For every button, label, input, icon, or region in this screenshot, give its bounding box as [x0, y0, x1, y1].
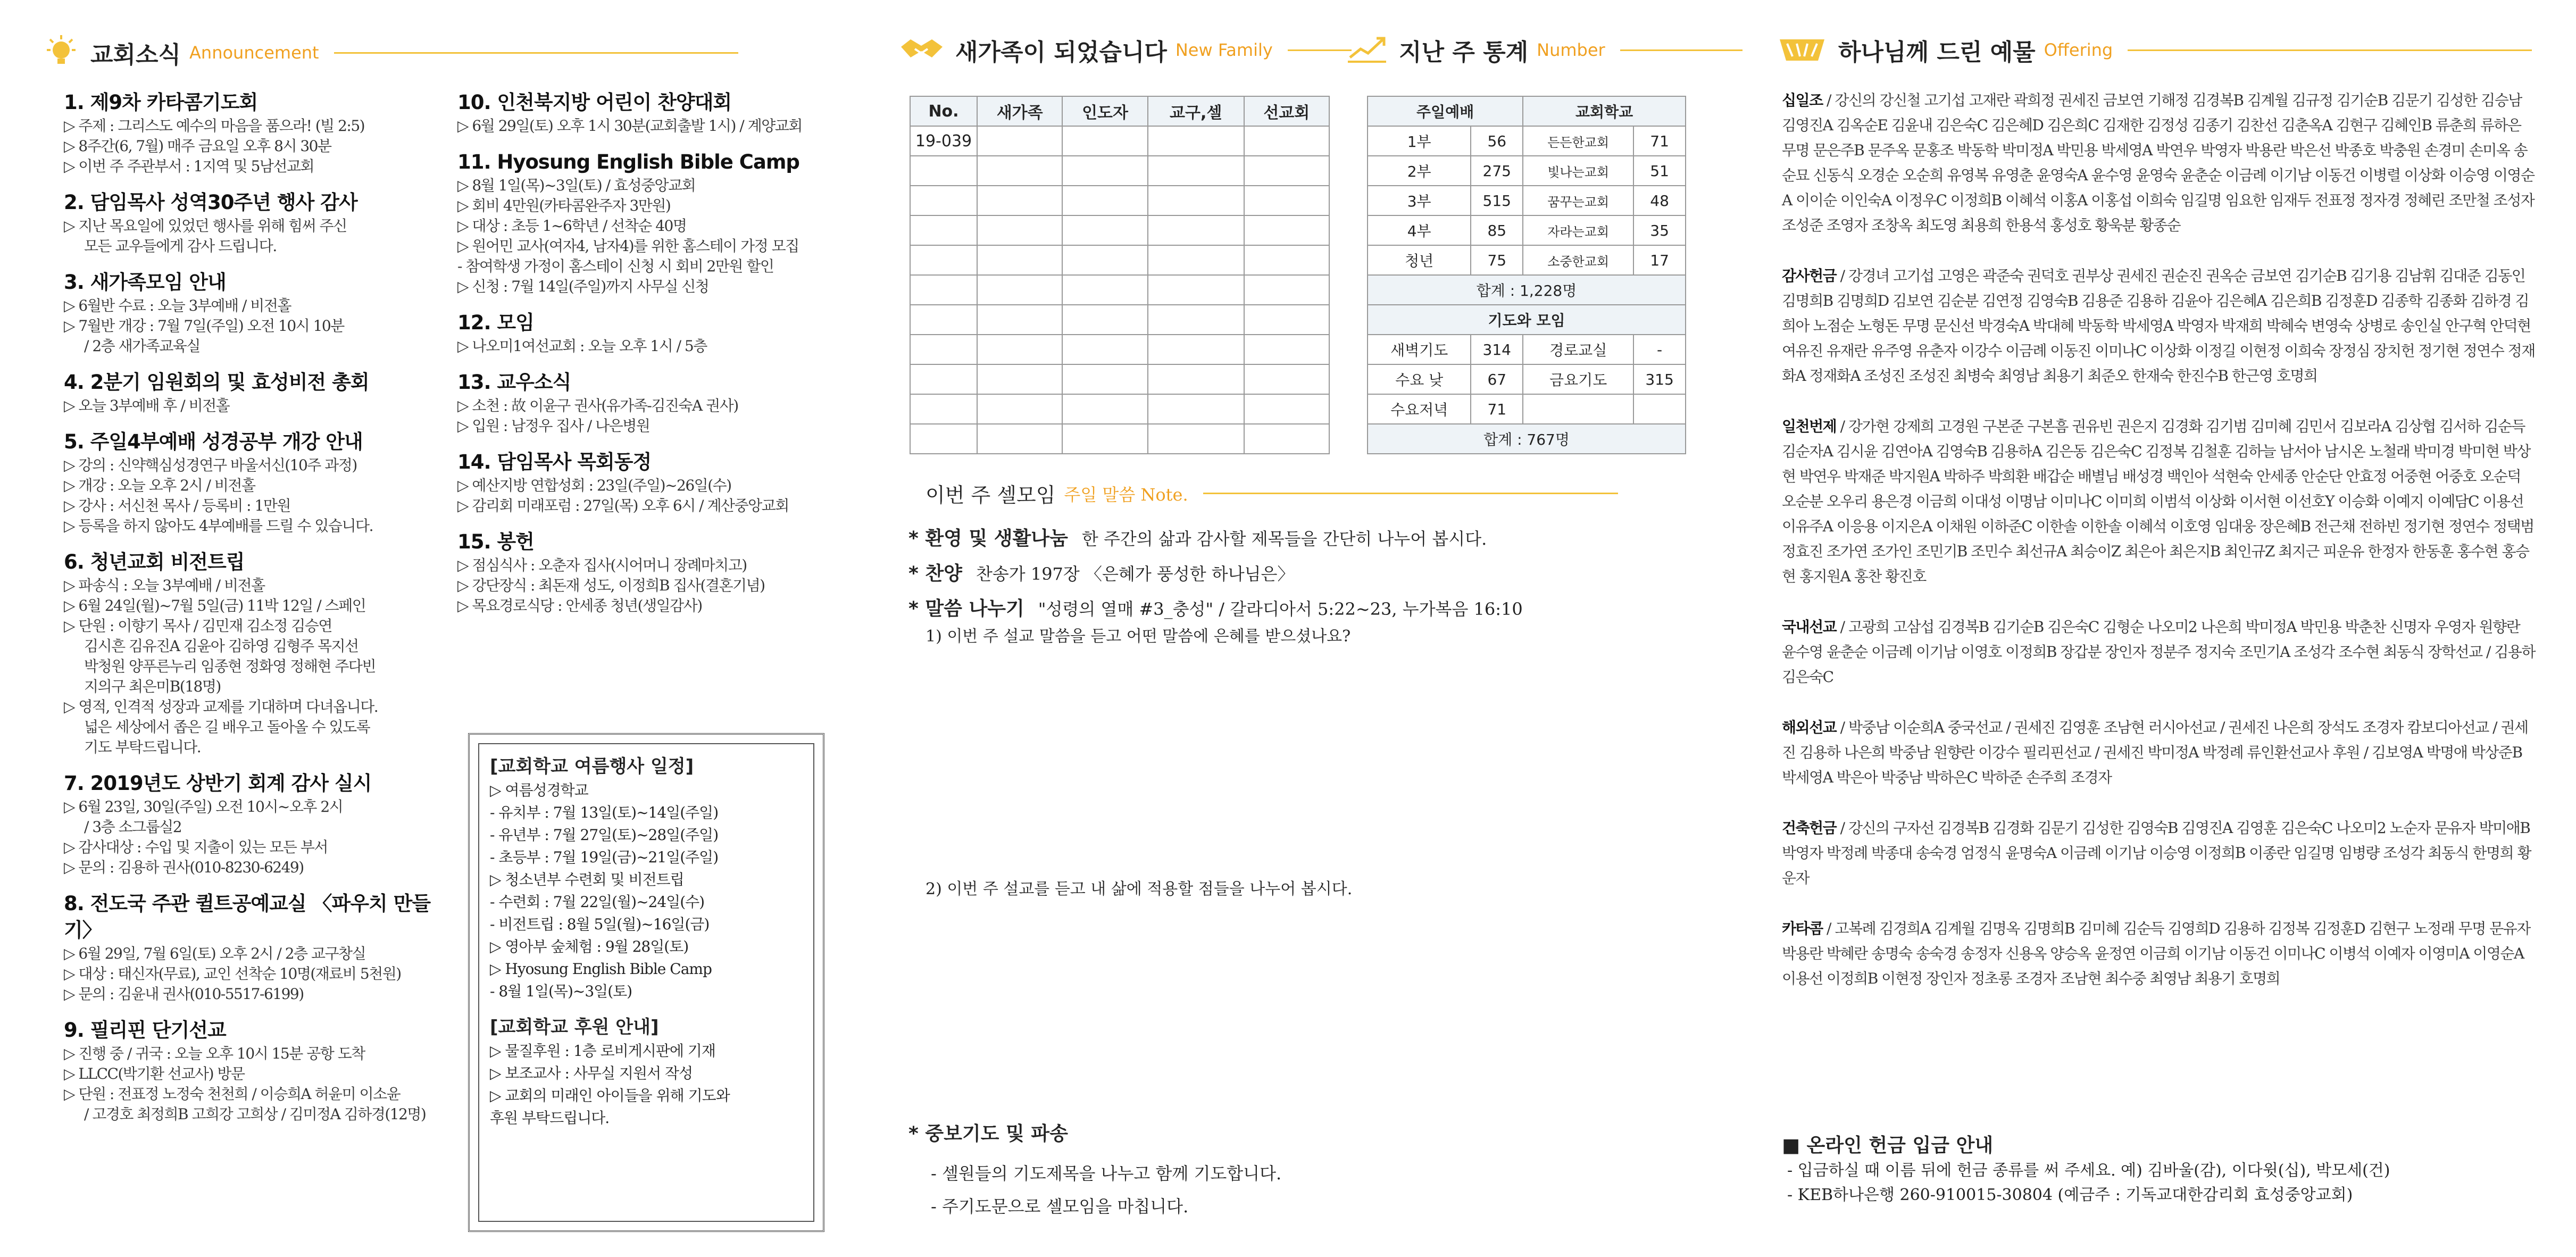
announcement-item	[64, 890, 447, 1004]
announcement-line: ▷ 감리회 미래포럼 : 27일(목) 오후 6시 / 계산중앙교회	[457, 497, 789, 514]
table-row	[910, 424, 1329, 454]
newfamily-cell	[977, 424, 1062, 454]
stats-cell: 4부	[1368, 215, 1471, 245]
prayer-header: 기도와 모임	[1368, 305, 1686, 335]
announcement-item	[64, 1017, 447, 1125]
offering-basket-icon	[1777, 34, 1828, 66]
newfamily-title-en: New Family	[1175, 40, 1273, 60]
offering-label: 십일조	[1782, 91, 1823, 109]
cell-item-label: * 환영 및 생활나눔	[908, 528, 1068, 550]
prayer-cell	[1523, 394, 1633, 424]
announcement-line: ▷ LLCC(박기환 선교사) 방문	[64, 1065, 245, 1083]
cell-item	[908, 521, 1696, 556]
offering-section	[1766, 0, 2553, 1257]
newfamily-cell	[910, 156, 977, 186]
newfamily-cell	[1148, 215, 1244, 245]
announcement-item-title: 13. 교우소식	[457, 371, 571, 394]
newfamily-cell	[1244, 156, 1329, 186]
table-row	[910, 245, 1329, 275]
prayer-cell	[1633, 394, 1686, 424]
announcement-item	[457, 310, 840, 356]
middle-section	[883, 0, 1713, 1257]
prayer-line: - 주기도문으로 셀모임을 마칩니다.	[931, 1196, 1189, 1217]
announcement-section	[0, 0, 862, 1257]
stats-cell: 35	[1633, 215, 1686, 245]
schedule-line: ▷ 교회의 미래인 아이들을 위해 기도와	[490, 1087, 730, 1104]
stats-cell: 17	[1633, 245, 1686, 275]
offering-block	[1782, 263, 2537, 388]
offering-label: 카타콤	[1782, 920, 1823, 937]
support-list	[490, 1040, 803, 1129]
announcement-item	[457, 449, 840, 516]
newfamily-cell	[977, 156, 1062, 186]
announcement-line: ▷ 6월 23일, 30일(주일) 오전 10시~오후 2시	[64, 798, 343, 815]
offering-label: 일천번제	[1782, 418, 1837, 435]
cell-item-text: 찬송가 197장 〈은혜가 풍성한 하나님은〉	[976, 564, 1295, 584]
announcement-item	[64, 369, 447, 416]
announcement-list-left	[64, 89, 447, 1137]
announcement-line: ▷ 8주간(6, 7월) 매주 금요일 오후 8시 30분	[64, 137, 331, 155]
table-row	[1368, 394, 1686, 424]
stats-title: 지난 주 통계	[1399, 39, 1529, 66]
announcement-line: ▷ 대상 : 태신자(무료), 교인 선착순 10명(재료비 5천원)	[64, 965, 401, 983]
online-title: ■ 온라인 헌금 입금 안내	[1782, 1135, 1994, 1156]
schedule-line: 후원 부탁드립니다.	[490, 1109, 610, 1127]
table-row	[1368, 245, 1686, 275]
cell-item-label: * 말씀 나누기	[908, 598, 1024, 620]
summer-schedule-title: [교회학교 여름행사 일정]	[490, 756, 694, 777]
announcement-line: ▷ 입원 : 남정우 집사 / 나은병원	[457, 417, 650, 435]
church-school-box	[468, 733, 824, 1232]
newfamily-cell	[910, 186, 977, 215]
stats-total: 합계 : 1,228명	[1368, 275, 1686, 305]
schedule-line: ▷ 여름성경학교	[490, 781, 588, 799]
schedule-line: - 수련회 : 7월 22일(월)~24일(수)	[490, 893, 705, 911]
announcement-line: 기도 부탁드립니다.	[84, 738, 201, 756]
newfamily-cell	[1062, 364, 1147, 394]
table-row	[1368, 305, 1686, 335]
newfamily-cell	[1244, 305, 1329, 335]
newfamily-cell	[1148, 364, 1244, 394]
offering-label: 감사헌금	[1782, 267, 1837, 285]
offering-text	[1782, 263, 2537, 388]
stats-cell: 청년	[1368, 245, 1471, 275]
stats-cell: 56	[1471, 126, 1523, 156]
cell-items	[908, 521, 1696, 627]
announcement-item	[64, 549, 447, 757]
prayer-cell: 금요기도	[1523, 364, 1633, 394]
newfamily-cell	[977, 305, 1062, 335]
stats-total: 합계 : 767명	[1368, 424, 1686, 454]
announcement-item-title: 7. 2019년도 상반기 회계 감사 실시	[64, 772, 372, 795]
table-row	[910, 364, 1329, 394]
announcement-line: ▷ 6월반 수료 : 오늘 3부예배 / 비전홀	[64, 297, 291, 314]
newfamily-cell	[910, 424, 977, 454]
newfamily-cell	[1148, 186, 1244, 215]
offering-names: / 강신의 구자선 김경복B 김경화 김문기 김성한 김영숙B 김영진A 김영훈 김은숙C 나오미2 노순자 문유자 박미애B 박영자 박정례 박종대 송숙경 엄정식 윤명숙A 이금례 이기남 이승영 이정희B 이종란 임길명 임병량 조성각 최동식 한명희 황운자	[1782, 819, 2531, 887]
newfamily-header	[899, 33, 1352, 67]
prayer-label	[908, 1122, 1068, 1147]
announcement-item-title: 9. 필리핀 단기선교	[64, 1019, 226, 1042]
newfamily-cell	[977, 126, 1062, 156]
announcement-line: ▷ 나오미1여선교회 : 오늘 오후 1시 / 5층	[457, 337, 707, 355]
newfamily-cell	[1062, 156, 1147, 186]
newfamily-cell	[1244, 186, 1329, 215]
newfamily-cell	[1148, 245, 1244, 275]
announcement-line: ▷ 예산지방 연합성회 : 23일(주일)~26일(수)	[457, 477, 731, 494]
header-rule	[1203, 493, 1618, 494]
online-line: - KEB하나은행 260-910015-30804 (예금주 : 기독교대한감리회 효성중앙교회)	[1787, 1186, 2353, 1204]
prayer-cell: -	[1633, 335, 1686, 364]
newfamily-col-header: 선교회	[1244, 96, 1329, 126]
table-row	[910, 215, 1329, 245]
newfamily-table	[910, 96, 1330, 454]
newfamily-cell	[1244, 335, 1329, 364]
offering-block	[1782, 614, 2537, 689]
cell-item-label: * 찬양	[908, 563, 962, 585]
newfamily-col-header: No.	[910, 96, 977, 126]
newfamily-cell	[977, 364, 1062, 394]
announcement-line: ▷ 영적, 인격적 성장과 교제를 기대하며 다녀옵니다.	[64, 698, 378, 715]
announcement-item-title: 10. 인천북지방 어린이 찬양대회	[457, 91, 732, 114]
stats-cell: 51	[1633, 156, 1686, 186]
newfamily-cell	[1062, 394, 1147, 424]
announcement-item-title: 5. 주일4부예배 성경공부 개강 안내	[64, 430, 363, 453]
announcement-line: ▷ 감사대상 : 수입 및 지출이 있는 모든 부서	[64, 838, 328, 856]
prayer-lines	[931, 1157, 1281, 1223]
offering-names: / 강경녀 고기섭 고영은 곽준숙 권덕호 권부상 권세진 권순진 권옥순 금보연 김기순B 김기용 김남휘 김대준 김동인 김명희B 김명희D 김보연 김순분 김연정 김영숙B 김용준 김용하 김윤아 김은혜A 김은희B 김정훈D 김종학 김종화 김하경 김희아 노점순 노형돈 무명 문신선 박경숙A 박대혜 박동학 박세영A 박영자 박재희 박혜숙 변영숙 상병로 송인실 안구혁 안덕현 여유진 유재란 유주영 유춘자 이강수 이금례 이동진 이미나C 이상화 이정길 이현정 이희숙 장정심 장치헌 정기현 정연수 정재화A 정재화A 조성진 조성진 최병숙 최영남 최용기 최준오 한재숙 한진수B 한근영 호명희	[1782, 267, 2535, 385]
table-row	[1368, 126, 1686, 156]
announcement-line: ▷ 오늘 3부예배 후 / 비전홀	[64, 397, 230, 414]
newfamily-cell	[1062, 424, 1147, 454]
stats-cell: 빛나는교회	[1523, 156, 1633, 186]
newfamily-cell	[1062, 245, 1147, 275]
announcement-line: ▷ 소천 : 故 이윤구 권사(유가족-김진숙A 권사)	[457, 397, 738, 414]
announcement-item	[64, 89, 447, 177]
table-row	[910, 275, 1329, 305]
offering-block	[1782, 715, 2537, 790]
offering-header	[1777, 33, 2532, 67]
summer-schedule-list	[490, 779, 803, 1003]
newfamily-cell	[910, 305, 977, 335]
newfamily-cell	[1244, 364, 1329, 394]
offering-list	[1782, 88, 2537, 1017]
announcement-line: ▷ 6월 24일(월)~7월 5일(금) 11박 12일 / 스페인	[64, 597, 366, 614]
cell-title-en: 주일 말씀 Note.	[1064, 484, 1188, 505]
prayer-cell: 새벽기도	[1368, 335, 1471, 364]
prayer-line: - 셀원들의 기도제목을 나누고 함께 기도합니다.	[931, 1163, 1282, 1184]
table-row	[910, 156, 1329, 186]
question-1: 1) 이번 주 설교 말씀을 듣고 어떤 말씀에 은혜를 받으셨나요?	[926, 627, 1351, 646]
announcement-line: ▷ 문의 : 김용하 권사(010-8230-6249)	[64, 859, 304, 876]
announcement-item-title: 15. 봉헌	[457, 530, 534, 553]
newfamily-cell	[977, 215, 1062, 245]
table-row	[910, 186, 1329, 215]
newfamily-col-header: 인도자	[1062, 96, 1147, 126]
announcement-title-en: Announcement	[189, 43, 319, 63]
table-row	[1368, 156, 1686, 186]
newfamily-cell	[977, 335, 1062, 364]
newfamily-cell	[910, 245, 977, 275]
newfamily-col-header: 교구,셀	[1148, 96, 1244, 126]
newfamily-cell	[1244, 126, 1329, 156]
stats-cell: 275	[1471, 156, 1523, 186]
newfamily-cell	[977, 275, 1062, 305]
prayer-cell: 314	[1471, 335, 1523, 364]
announcement-line: ▷ 7월반 개강 : 7월 7일(주일) 오전 10시 10분	[64, 317, 344, 335]
offering-text	[1782, 614, 2537, 689]
announcement-line: ▷ 목요경로식당 : 안세종 청년(생일감사)	[457, 597, 702, 614]
announcement-line: 김시흔 김유진A 김윤아 김하영 김형주 목지선	[84, 637, 359, 655]
offering-title-en: Offering	[2044, 40, 2113, 60]
offering-names: / 고광희 고삼섭 김경복B 김기순B 김은숙C 김형순 나오미2 나은희 박미정A 박민용 박춘찬 신명자 우영자 원향란 윤수영 윤춘순 이금례 이기남 이영호 이정희B 장갑분 장인자 정분주 정지숙 조민기A 조성각 조수현 최동식 장학선교 / 김용하 김은숙C	[1782, 618, 2535, 686]
stats-cell: 48	[1633, 186, 1686, 215]
table-row	[1368, 424, 1686, 454]
newfamily-cell	[1244, 394, 1329, 424]
announcement-item	[457, 149, 840, 297]
stats-cell: 71	[1633, 126, 1686, 156]
prayer-label-text: * 중보기도 및 파송	[908, 1123, 1068, 1145]
stats-cell: 85	[1471, 215, 1523, 245]
announcement-item-title: 2. 담임목사 성역30주년 행사 감사	[64, 191, 357, 214]
announcement-item-title: 12. 모임	[457, 311, 534, 334]
table-row	[1368, 364, 1686, 394]
offering-names: / 박중남 이순희A 중국선교 / 권세진 김영훈 조남현 러시아선교 / 권세진 나은희 장석도 조경자 캄보디아선교 / 권세진 김용하 나은희 박중남 원향란 이강수 필리핀선교 / 권세진 박미정A 박정례 류인환선교사 후원 / 김보영A 박명애 박상준B 박세영A 박은아 박중남 박하은C 박하준 손주희 조경자	[1782, 719, 2528, 786]
schedule-line: - 8월 1일(목)~3일(토)	[490, 983, 632, 1000]
newfamily-cell	[1148, 335, 1244, 364]
newfamily-title: 새가족이 되었습니다	[955, 39, 1167, 66]
prayer-cell: 수요 낮	[1368, 364, 1471, 394]
announcement-line: ▷ 이번 주 주관부서 : 1지역 및 5남선교회	[64, 157, 314, 175]
newfamily-cell	[1062, 305, 1147, 335]
newfamily-cell: 19-039	[910, 126, 977, 156]
newfamily-col-header: 새가족	[977, 96, 1062, 126]
announcement-item-title: 6. 청년교회 비전트립	[64, 551, 245, 573]
offering-label: 건축헌금	[1782, 819, 1837, 837]
announcement-line: ▷ 강단장식 : 최돈재 성도, 이정희B 집사(결혼기념)	[457, 577, 765, 594]
stats-cell: 든든한교회	[1523, 126, 1633, 156]
announcement-item	[64, 429, 447, 536]
header-rule	[1288, 49, 1352, 51]
announcement-line: / 3층 소그룹실2	[84, 818, 182, 836]
offering-block	[1782, 815, 2537, 890]
newfamily-cell	[1148, 275, 1244, 305]
announcement-header	[43, 33, 738, 72]
schedule-line: - 유년부 : 7월 27일(토)~28일(주일)	[490, 826, 719, 844]
announcement-line: ▷ 신청 : 7월 14일(주일)까지 사무실 신청	[457, 278, 709, 295]
announcement-item	[457, 529, 840, 616]
offering-label: 국내선교	[1782, 618, 1837, 636]
announcement-list-right	[457, 89, 840, 629]
table-row	[910, 305, 1329, 335]
header-rule	[1620, 49, 1743, 51]
newfamily-cell	[1148, 126, 1244, 156]
announcement-item-title: 4. 2분기 임원회의 및 효성비전 총회	[64, 371, 369, 394]
schedule-line: - 초등부 : 7월 19일(금)~21일(주일)	[490, 848, 719, 866]
table-row	[1368, 275, 1686, 305]
offering-names: / 강신의 강신철 고기섭 고재란 곽희정 권세진 금보연 기해정 김경복B 김계월 김규정 김기순B 김문기 김성한 김승남 김영진A 김옥순E 김윤내 김은숙C 김은혜D 김은희C 김재한 김정성 김종기 김찬선 김춘옥A 김현구 김혜인B 류춘희 류하은 무명 문은주B 문주옥 문홍조 박동학 박미정A 박민용 박세영A 박연우 박영자 박용란 박은선 박종호 박충원 손경미 손미옥 송순묘 신동식 오경순 오순희 유영복 유영춘 윤영숙A 윤수영 윤영숙 윤춘순 이금례 이기남 이동건 이병렬 이상화 이승영 이영순A 이이순 이인숙A 이정우C 이정희B 이혜석 이홍A 이홍섭 이희숙 임길명 임요한 임재두 전표정 정자경 정혜린 조만철 조성자 조성준 조영자 조창옥 최도영 최용희 한용석 홍성호 황욱분 황종순	[1782, 91, 2535, 234]
announcement-line: 지의구 최은미B(18명)	[84, 678, 221, 695]
announcement-line: ▷ 6월 29일, 7월 6일(토) 오후 2시 / 2층 교구창실	[64, 945, 366, 962]
schedule-line: ▷ 보조교사 : 사무실 지원서 작성	[490, 1064, 693, 1082]
announcement-line: - 참여학생 가정이 홈스테이 신청 시 회비 2만원 할인	[457, 257, 774, 275]
newfamily-cell	[1244, 245, 1329, 275]
announcement-item-title: 1. 제9차 카타콤기도회	[64, 91, 258, 114]
offering-block	[1782, 88, 2537, 238]
announcement-line: 박청원 양푸른누리 임종현 정화영 정해현 주다빈	[84, 657, 376, 675]
prayer-cell: 경로교실	[1523, 335, 1633, 364]
announcement-line: ▷ 단원 : 이향기 목사 / 김민재 김소정 김승연	[64, 617, 332, 635]
announcement-item-title: 11. Hyosung English Bible Camp	[457, 151, 799, 173]
table-row	[910, 394, 1329, 424]
cell-item	[908, 556, 1696, 592]
schedule-line: - 유치부 : 7월 13일(토)~14일(주일)	[490, 804, 719, 821]
online-offering	[1782, 1133, 2537, 1208]
school-header: 교회학교	[1523, 96, 1686, 126]
newfamily-cell	[1148, 394, 1244, 424]
stats-cell: 꿈꾸는교회	[1523, 186, 1633, 215]
support-title: [교회학교 후원 안내]	[490, 1017, 659, 1038]
announcement-item-title: 8. 전도국 주관 퀼트공예교실 〈파우치 만들기〉	[64, 892, 431, 942]
offering-text	[1782, 414, 2537, 589]
stats-cell: 515	[1471, 186, 1523, 215]
newfamily-cell	[1148, 424, 1244, 454]
announcement-line: ▷ 강의 : 신약핵심성경연구 바울서신(10주 과정)	[64, 456, 357, 474]
announcement-line: ▷ 점심식사 : 오춘자 집사(시어머니 장례마치고)	[457, 556, 747, 574]
newfamily-cell	[977, 186, 1062, 215]
online-lines	[1782, 1159, 2537, 1208]
offering-block	[1782, 414, 2537, 589]
handshake-icon	[899, 33, 945, 67]
worship-header: 주일예배	[1368, 96, 1523, 126]
header-rule	[2128, 49, 2532, 51]
newfamily-cell	[1244, 424, 1329, 454]
schedule-line: ▷ Hyosung English Bible Camp	[490, 960, 712, 978]
newfamily-cell	[910, 215, 977, 245]
newfamily-cell	[1244, 215, 1329, 245]
newfamily-cell	[1062, 215, 1147, 245]
announcement-item-title: 14. 담임목사 목회동정	[457, 451, 652, 473]
newfamily-cell	[1244, 275, 1329, 305]
schedule-line: ▷ 영아부 숲체험 : 9월 28일(토)	[490, 938, 689, 955]
announcement-line: ▷ 6월 29일(토) 오후 1시 30분(교회출발 1시) / 계양교회	[457, 117, 802, 135]
announcement-line: ▷ 등록을 하지 않아도 4부예배를 드릴 수 있습니다.	[64, 517, 373, 535]
announcement-line: ▷ 대상 : 초등 1~6학년 / 선착순 40명	[457, 217, 687, 235]
offering-names: / 강가현 강제희 고경원 구본준 구본흠 권유빈 권은지 김경화 김기범 김미혜 김민서 김보라A 김상협 김서하 김순득 김순자A 김시윤 김연아A 김영숙B 김용하A 김은동 김은숙C 김정복 김철훈 김하늘 남서아 남시온 노철래 박미경 박미현 박상현 박연우 박재준 박지원A 박하주 박희환 배갑순 배별님 배성경 백인아 석현숙 안세종 안순단 안효정 어중현 어중호 오순덕 오순분 오우리 용은경 이금희 이대성 이명남 이미나C 이미희 이범석 이상화 이서현 이선호Y 이승화 이예지 이예담C 이용선 이유주A 이응용 이지은A 이채원 이하준C 이한솔 이한솔 이혜석 이호영 임대웅 장은혜B 전근채 전하빈 정기현 정연수 정택범 정효진 조가연 조가인 조민기B 조민수 최선규A 최승이Z 최은아 최은지B 최인규Z 최지근 피운유 한정자 한동훈 홍수현 홍승현 홍지원A 홍찬 황진호	[1782, 418, 2534, 585]
cell-header	[926, 479, 1618, 508]
offering-title: 하나님께 드린 예물	[1838, 39, 2036, 66]
offering-text	[1782, 815, 2537, 890]
cell-item-text: 한 주간의 삶과 감사할 제목들을 간단히 나누어 봅시다.	[1081, 529, 1487, 549]
announcement-line: ▷ 파송식 : 오늘 3부예배 / 비전홀	[64, 577, 265, 594]
stats-cell: 2부	[1368, 156, 1471, 186]
newfamily-cell	[1062, 126, 1147, 156]
offering-block	[1782, 916, 2537, 991]
announcement-line: ▷ 개강 : 오늘 오후 2시 / 비전홀	[64, 477, 255, 494]
chart-trend-icon	[1346, 33, 1388, 67]
announcement-line: ▷ 진행 중 / 귀국 : 오늘 오후 10시 15분 공항 도착	[64, 1045, 365, 1062]
stats-cell: 1부	[1368, 126, 1471, 156]
table-row	[1368, 186, 1686, 215]
schedule-line: ▷ 청소년부 수련회 및 비전트립	[490, 871, 684, 888]
newfamily-cell	[1062, 335, 1147, 364]
table-row	[910, 126, 1329, 156]
announcement-line: ▷ 8월 1일(목)~3일(토) / 효성중앙교회	[457, 177, 696, 194]
announcement-item	[64, 770, 447, 878]
question-2: 2) 이번 주 설교를 듣고 내 삶에 적용할 점들을 나누어 봅시다.	[926, 880, 1353, 898]
stats-cell: 3부	[1368, 186, 1471, 215]
header-rule	[334, 52, 738, 54]
newfamily-cell	[1062, 275, 1147, 305]
announcement-line: 넓은 세상에서 좁은 길 배우고 돌아올 수 있도록	[84, 718, 370, 736]
prayer-cell: 71	[1471, 394, 1523, 424]
newfamily-cell	[910, 364, 977, 394]
announcement-line: ▷ 주제 : 그리스도 예수의 마음을 품으라! (빌 2:5)	[64, 117, 365, 135]
announcement-line: ▷ 문의 : 김윤내 권사(010-5517-6199)	[64, 985, 304, 1003]
announcement-item	[457, 369, 840, 436]
stats-cell: 소중한교회	[1523, 245, 1633, 275]
prayer-cell: 수요저녁	[1368, 394, 1471, 424]
announcement-line: 모든 교우들에게 감사 드립니다.	[84, 237, 277, 255]
newfamily-cell	[910, 394, 977, 424]
announcement-item	[64, 189, 447, 256]
offering-text	[1782, 88, 2537, 238]
stats-header	[1346, 33, 1743, 67]
announcement-line: ▷ 단원 : 전표정 노정숙 천천희 / 이승희A 허윤미 이소윤	[64, 1085, 401, 1103]
announcement-line: / 2층 새가족교육실	[84, 337, 200, 355]
announcement-item	[64, 269, 447, 356]
newfamily-cell	[910, 275, 977, 305]
announcement-item-title: 3. 새가족모임 안내	[64, 271, 226, 294]
newfamily-cell	[977, 394, 1062, 424]
offering-names: / 고복례 김경희A 김계월 김명옥 김명희B 김미혜 김순득 김영희D 김용하 김정복 김정훈D 김현구 노정래 무명 문유자 박용란 박혜란 송명숙 송숙경 송정자 신용옥 양승옥 윤정연 이금희 이기남 이동건 이미나C 이병석 이예자 이영미A 이영순A 이용선 이정희B 이현정 장인자 정초롱 조경자 조남현 최수중 최영남 최용기 호명희	[1782, 920, 2530, 987]
cell-title: 이번 주 셀모임	[926, 484, 1056, 507]
announcement-line: ▷ 강사 : 서신천 목사 / 등록비 : 1만원	[64, 497, 290, 514]
announcement-item	[457, 89, 840, 136]
cell-item	[908, 592, 1696, 627]
newfamily-cell	[1148, 305, 1244, 335]
table-row	[1368, 215, 1686, 245]
announcement-line: ▷ 원어민 교사(여자4, 남자4)를 위한 홈스테이 가정 모집	[457, 237, 799, 255]
schedule-line: - 비전트립 : 8월 5일(월)~16일(금)	[490, 915, 710, 933]
lightbulb-icon	[43, 33, 80, 72]
announcement-line: ▷ 지난 목요일에 있었던 행사를 위해 힘써 주신	[64, 217, 347, 235]
online-line: - 입금하실 때 이름 뒤에 헌금 종류를 써 주세요. 예) 김바울(감), 이다윗(십), 박모세(건)	[1787, 1161, 2390, 1180]
cell-item-text: "성령의 열매 #3_충성" / 갈라디아서 5:22~23, 누가복음 16:10	[1038, 599, 1523, 619]
offering-text	[1782, 916, 2537, 991]
newfamily-cell	[977, 245, 1062, 275]
schedule-line: ▷ 물질후원 : 1층 로비게시판에 기재	[490, 1042, 715, 1060]
newfamily-cell	[1062, 186, 1147, 215]
offering-text	[1782, 715, 2537, 790]
prayer-cell: 315	[1633, 364, 1686, 394]
announcement-title: 교회소식	[90, 41, 181, 69]
stats-table	[1367, 96, 1686, 454]
stats-title-en: Number	[1537, 40, 1605, 60]
announcement-line: / 고경호 최정희B 고희강 고희상 / 김미정A 김하경(12명)	[84, 1105, 426, 1123]
announcement-line: ▷ 회비 4만원(카타콤완주자 3만원)	[457, 197, 671, 214]
table-row	[1368, 335, 1686, 364]
offering-label: 해외선교	[1782, 719, 1837, 736]
newfamily-cell	[910, 335, 977, 364]
stats-cell: 자라는교회	[1523, 215, 1633, 245]
prayer-cell: 67	[1471, 364, 1523, 394]
table-row	[910, 335, 1329, 364]
newfamily-cell	[1148, 156, 1244, 186]
stats-cell: 75	[1471, 245, 1523, 275]
